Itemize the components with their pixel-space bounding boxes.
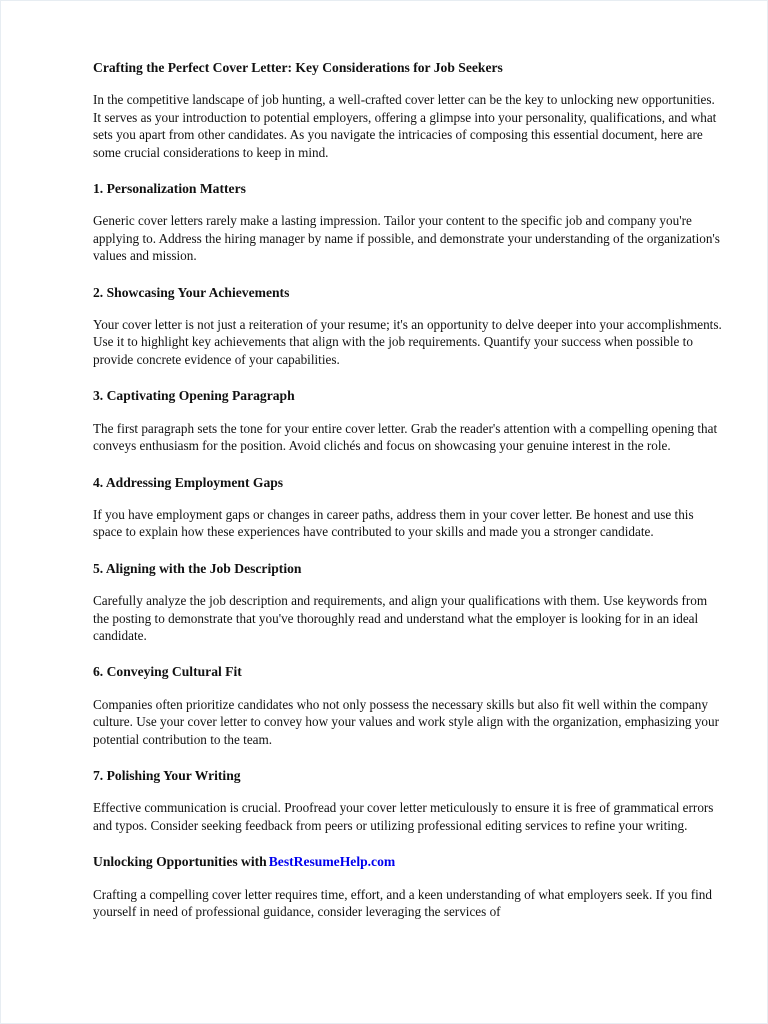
section-paragraph-6: Companies often prioritize candidates who not only possess the necessary skills but also fit well within the company culture. Use your cover letter to convey how your values and work style align with the organization, emphasizing your potential contribution to the team. bbox=[93, 696, 719, 747]
document-title: Crafting the Perfect Cover Letter: Key Considerations for Job Seekers bbox=[93, 60, 503, 75]
section-heading-3: 3. Captivating Opening Paragraph bbox=[93, 388, 295, 404]
section-paragraph-7: Effective communication is crucial. Proofread your cover letter meticulously to ensure it is free of grammatical errors and typos. Consider seeking feedback from peers or utilizing professional editing services to refine your writing. bbox=[93, 800, 714, 833]
closing-paragraph: Crafting a compelling cover letter requires time, effort, and a keen understanding of what employers seek. If you find yourself in need of professional guidance, consider leveraging the services of bbox=[93, 886, 712, 919]
best-resume-help-link[interactable]: BestResumeHelp.com bbox=[268, 854, 396, 870]
closing-heading-text: Unlocking Opportunities with bbox=[93, 854, 267, 870]
section-heading-1: 1. Personalization Matters bbox=[93, 181, 246, 197]
closing-heading bbox=[93, 849, 725, 870]
section-paragraph-2: Your cover letter is not just a reiteration of your resume; it's an opportunity to delve deeper into your accomplishments. Use it to highlight key achievements that align with the job requirements. Quantify your success when possible to provide concrete evidence of your capabilities. bbox=[93, 317, 722, 367]
intro-paragraph: In the competitive landscape of job hunting, a well-crafted cover letter can be the key to unlocking new opportunities. It serves as your introduction to potential employers, offering a glimpse into your personality, qualifications, and what sets you apart from other candidates. As you navigate the intricacies of composing this essential document, here are some crucial considerations to keep in mind. bbox=[93, 92, 717, 160]
section-paragraph-5: Carefully analyze the job description and requirements, and align your qualifications with them. Use keywords from the posting to demonstrate that you've thoroughly read and understand what the employer is looking for in an ideal candidate. bbox=[93, 593, 708, 643]
document-content bbox=[93, 59, 725, 935]
section-paragraph-3: The first paragraph sets the tone for your entire cover letter. Grab the reader's attention with a compelling opening that conveys enthusiasm for the position. Avoid clichés and focus on showcasing your genuine interest in the role. bbox=[93, 420, 718, 454]
section-heading-4: 4. Addressing Employment Gaps bbox=[93, 474, 284, 490]
section-paragraph-4: If you have employment gaps or changes in career paths, address them in your cover letter. Be honest and use this space to explain how these experiences have contributed to your skills and made you a stronger candidate. bbox=[93, 506, 694, 540]
section-heading-7: 7. Polishing Your Writing bbox=[93, 767, 241, 783]
section-heading-2: 2. Showcasing Your Achievements bbox=[93, 284, 290, 300]
section-heading-6: 6. Conveying Cultural Fit bbox=[93, 664, 242, 680]
section-heading-5: 5. Aligning with the Job Description bbox=[93, 560, 302, 576]
section-paragraph-1: Generic cover letters rarely make a lasting impression. Tailor your content to the specific job and company you're applying to. Address the hiring manager by name if possible, and demonstrate your understanding of the organization's values and mission. bbox=[93, 213, 720, 264]
